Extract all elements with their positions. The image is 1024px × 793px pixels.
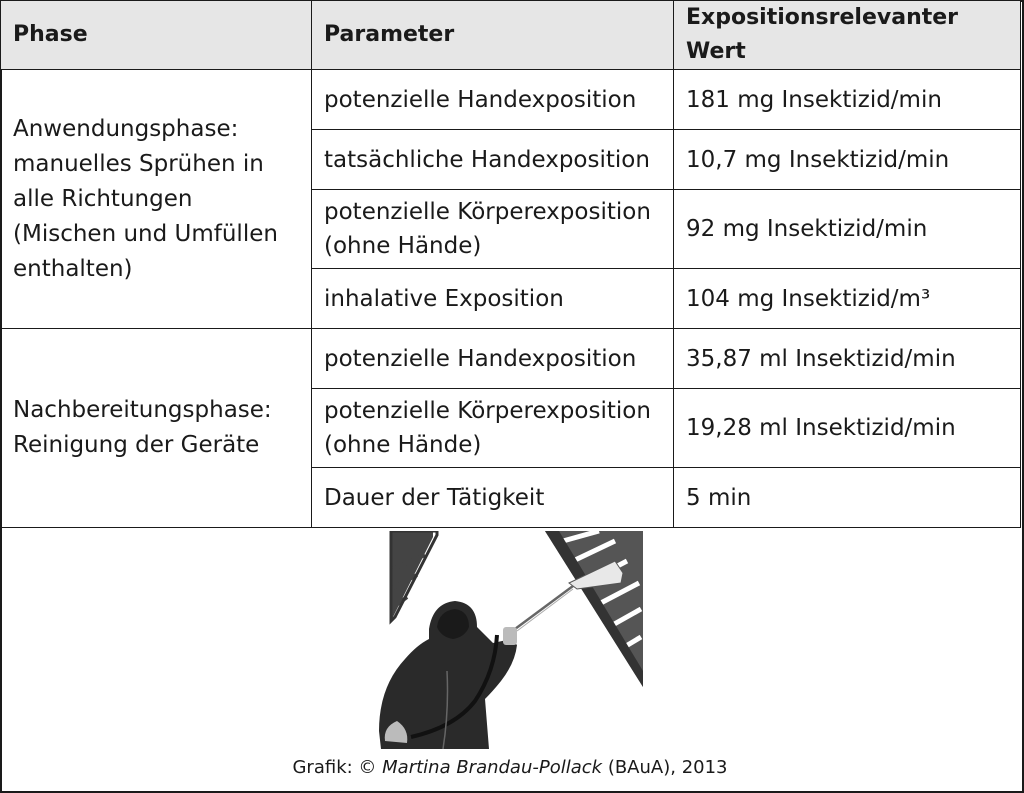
phase-application: Anwendungsphase: manuelles Sprühen in alle Richtungen (Mischen und Umfüllen enthalten) (1, 70, 312, 329)
worker-spraying-insecticide-illustration (377, 531, 643, 749)
parameter-cell: Dauer der Tätigkeit (312, 468, 674, 528)
parameter-cell: potenzielle Körperexposition (ohne Hände) (312, 389, 674, 468)
value-cell: 5 min (674, 468, 1021, 528)
right-rack-icon (545, 531, 643, 687)
value-cell: 19,28 ml Insektizid/min (674, 389, 1021, 468)
parameter-cell: potenzielle Handexposition (312, 329, 674, 389)
phase-cleanup: Nachbereitungsphase: Reinigung der Geräte (1, 329, 312, 528)
value-cell: 10,7 mg Insektizid/min (674, 130, 1021, 190)
header-value: Expositionsrelevanter Wert (674, 1, 1021, 70)
header-parameter: Parameter (312, 1, 674, 70)
parameter-cell: potenzielle Körperexposition (ohne Hände) (312, 190, 674, 269)
table-header-row (1, 1, 1021, 70)
value-cell: 104 mg Insektizid/m³ (674, 269, 1021, 329)
credit-author: Martina Brandau-Pollack (382, 757, 603, 778)
credit-suffix: (BAuA), 2013 (602, 757, 728, 778)
parameter-cell: potenzielle Handexposition (312, 70, 674, 130)
table-row (1, 70, 1021, 130)
parameter-cell: tatsächliche Handexposition (312, 130, 674, 190)
worker-figure-icon (379, 601, 517, 749)
value-cell: 181 mg Insektizid/min (674, 70, 1021, 130)
value-cell: 35,87 ml Insektizid/min (674, 329, 1021, 389)
parameter-cell: inhalative Exposition (312, 269, 674, 329)
header-phase: Phase (1, 1, 312, 70)
table-row (1, 329, 1021, 389)
image-credit (0, 756, 1020, 780)
value-cell: 92 mg Insektizid/min (674, 190, 1021, 269)
illustration-area (0, 521, 1020, 789)
left-rack-icon (391, 531, 437, 621)
credit-prefix: Grafik: © (292, 757, 383, 778)
